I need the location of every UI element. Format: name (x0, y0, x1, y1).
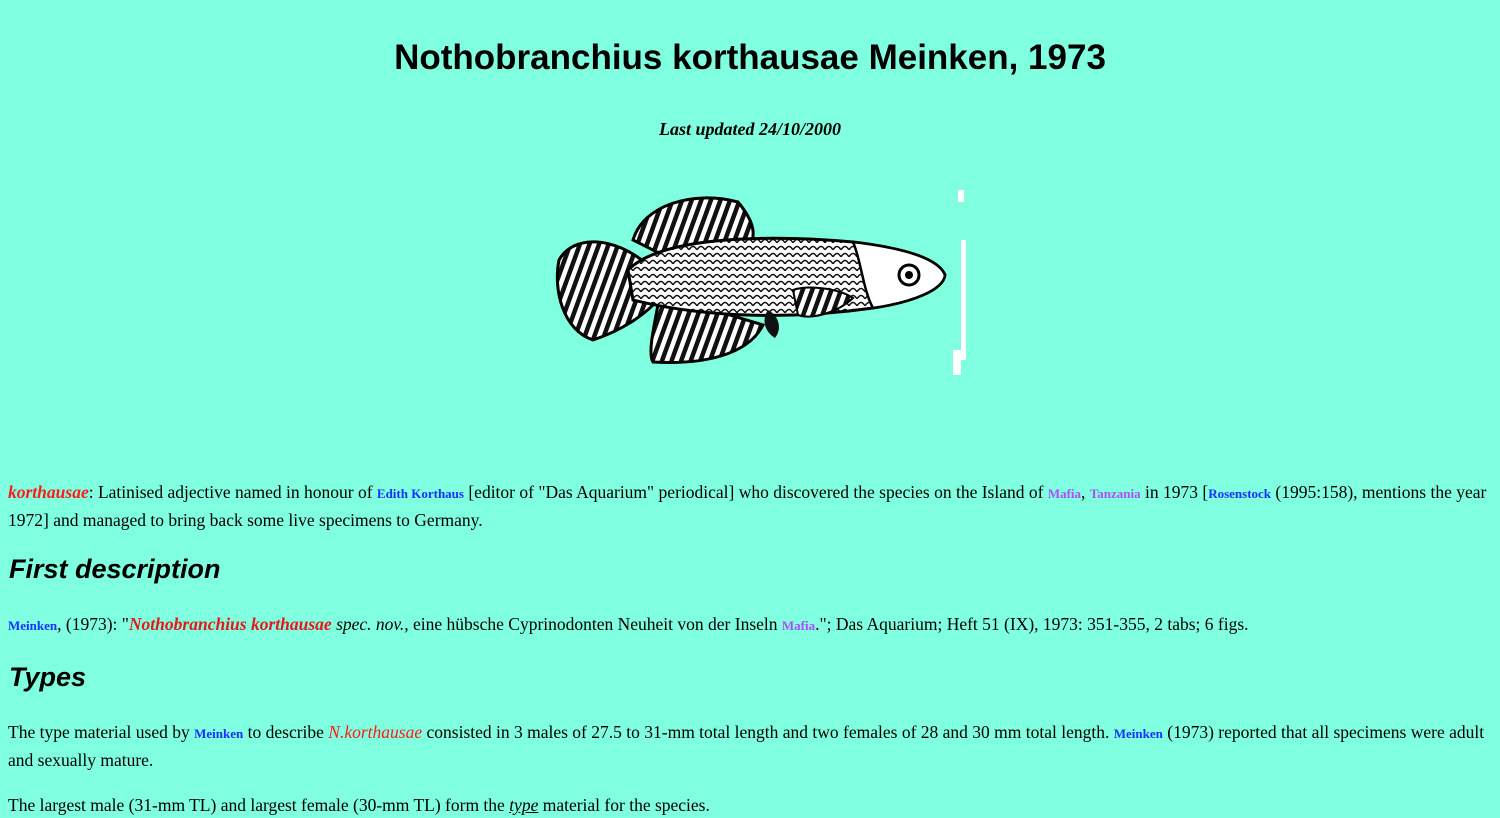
text: , (1973): " (57, 614, 129, 634)
link-meinken[interactable]: Meinken (1113, 726, 1163, 741)
types-paragraph-2 (8, 792, 1492, 818)
species-name: Nothobranchius korthausae (128, 614, 332, 634)
link-mafia[interactable]: Mafia (781, 618, 816, 633)
link-mafia[interactable]: Mafia (1047, 486, 1082, 501)
last-updated: Last updated 24/10/2000 (658, 119, 841, 139)
types-paragraph (8, 719, 1492, 773)
text: eine hübsche Cyprinodonten Neuheit von der Inseln (408, 614, 782, 634)
page-title: Nothobranchius korthausae Meinken, 1973 (394, 38, 1106, 77)
link-meinken[interactable]: Meinken (194, 726, 244, 741)
fish-illustration (553, 180, 978, 395)
text: (1995:158), mentions the year 1972] and managed to bring back some live specimens to Germany. (8, 482, 1487, 530)
etymology-name: korthausae (8, 482, 89, 502)
text: [editor of "Das Aquarium" periodical] who discovered the species on the Island of (463, 482, 1048, 502)
first-description-heading: First description (9, 554, 221, 584)
text: ."; Das Aquarium; Heft 51 (IX), 1973: 351-355, 2 tabs; 6 figs. (815, 614, 1249, 634)
link-rosenstock[interactable]: Rosenstock (1208, 486, 1272, 501)
etymology-paragraph (8, 479, 1492, 533)
text: (1973) reported that all specimens were adult and sexually mature. (8, 722, 1485, 770)
text: in 1973 [ (1140, 482, 1209, 502)
link-edith-korthaus[interactable]: Edith Korthaus (376, 486, 464, 501)
text: , (1081, 482, 1090, 502)
text: The largest male (31-mm TL) and largest female (30-mm TL) form the (8, 795, 510, 815)
text: spec. nov., (331, 614, 409, 634)
types-heading: Types (9, 662, 87, 692)
link-tanzania[interactable]: Tanzania (1089, 486, 1141, 501)
species-name: N.korthausae (328, 722, 423, 742)
link-meinken[interactable]: Meinken (8, 618, 58, 633)
text: consisted in 3 males of 27.5 to 31-mm total length and two females of 28 and 30 mm total length. (422, 722, 1114, 742)
text: to describe (243, 722, 329, 742)
first-description-paragraph (8, 611, 1492, 639)
type-term: type (509, 795, 539, 815)
text: material for the species. (538, 795, 710, 815)
text: The type material used by (8, 722, 195, 742)
text: : Latinised adjective named in honour of (88, 482, 377, 502)
